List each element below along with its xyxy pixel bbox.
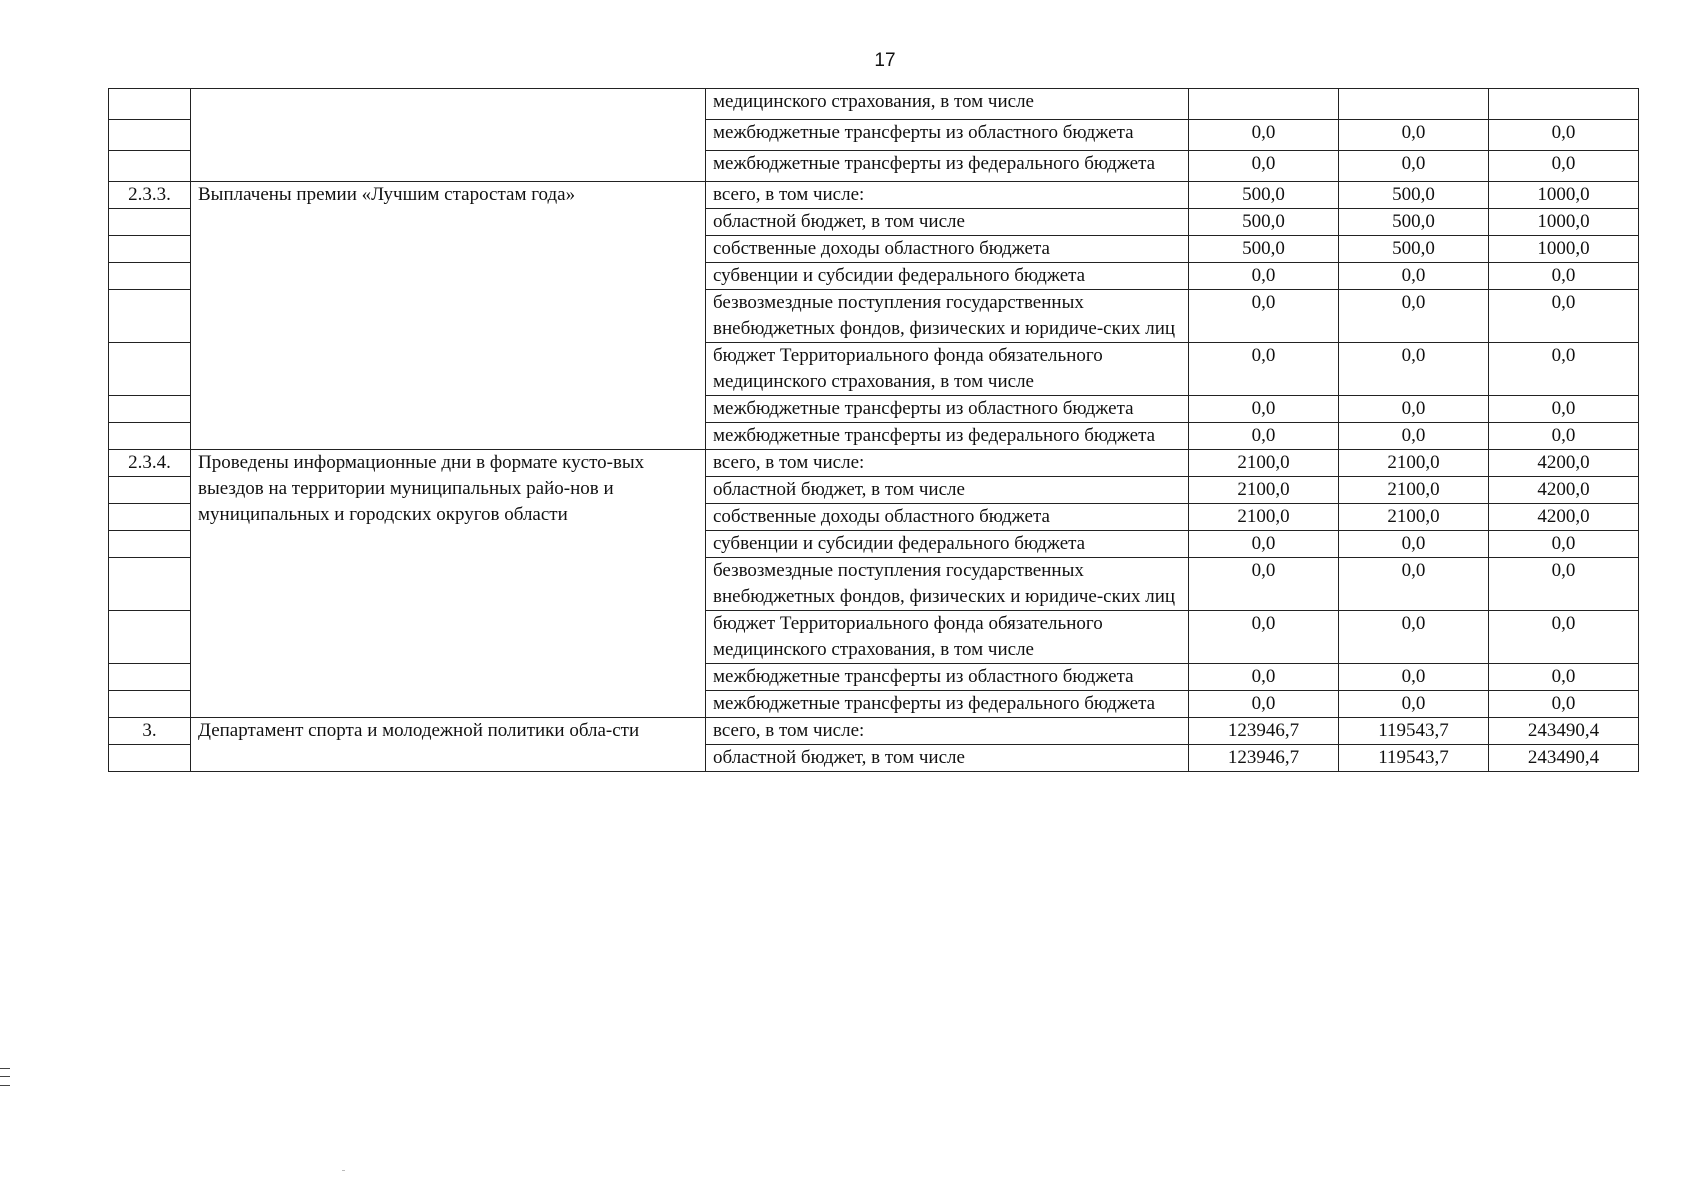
value-cell: 0,0: [1189, 423, 1339, 450]
value-cell: 0,0: [1339, 531, 1489, 558]
value-cell: [1489, 89, 1639, 120]
value-cell: 0,0: [1189, 664, 1339, 691]
funding-source-label: межбюджетные трансферты из областного бюджета: [706, 396, 1189, 423]
funding-source-label: межбюджетные трансферты из федерального бюджета: [706, 423, 1189, 450]
value-cell: 123946,7: [1189, 718, 1339, 745]
value-cell: 4200,0: [1489, 504, 1639, 531]
number-cell: [109, 396, 191, 423]
value-cell: 123946,7: [1189, 745, 1339, 772]
number-cell: [109, 236, 191, 263]
section-description: Проведены информационные дни в формате кусто-вых выездов на территории муниципальных райо-нов и муниципальных и городских округов области: [191, 450, 706, 718]
value-cell: 2100,0: [1189, 477, 1339, 504]
value-cell: 0,0: [1339, 343, 1489, 396]
section-description: Департамент спорта и молодежной политики обла-сти: [191, 718, 706, 772]
value-cell: 0,0: [1189, 531, 1339, 558]
value-cell: 0,0: [1189, 558, 1339, 611]
description-cell: [191, 89, 706, 182]
funding-source-label: собственные доходы областного бюджета: [706, 236, 1189, 263]
number-cell: [109, 151, 191, 182]
funding-source-label: межбюджетные трансферты из федерального бюджета: [706, 691, 1189, 718]
funding-source-label: субвенции и субсидии федерального бюджета: [706, 263, 1189, 290]
scan-speck: [342, 1170, 345, 1171]
funding-source-label: безвозмездные поступления государственных внебюджетных фондов, физических и юридиче-ских лиц: [706, 290, 1189, 343]
value-cell: 0,0: [1489, 290, 1639, 343]
funding-source-label: всего, в том числе:: [706, 182, 1189, 209]
value-cell: 0,0: [1189, 396, 1339, 423]
number-cell: [109, 89, 191, 120]
funding-source-label: областной бюджет, в том числе: [706, 745, 1189, 772]
value-cell: 0,0: [1489, 263, 1639, 290]
value-cell: 2100,0: [1339, 450, 1489, 477]
value-cell: 0,0: [1339, 120, 1489, 151]
value-cell: 0,0: [1189, 263, 1339, 290]
value-cell: 4200,0: [1489, 477, 1639, 504]
funding-source-label: бюджет Территориального фонда обязательного медицинского страхования, в том числе: [706, 611, 1189, 664]
value-cell: 119543,7: [1339, 718, 1489, 745]
value-cell: 0,0: [1489, 531, 1639, 558]
value-cell: 1000,0: [1489, 236, 1639, 263]
number-cell: [109, 504, 191, 531]
number-cell: [109, 664, 191, 691]
value-cell: 0,0: [1339, 290, 1489, 343]
number-cell: [109, 209, 191, 236]
number-cell: [109, 745, 191, 772]
value-cell: 0,0: [1339, 664, 1489, 691]
value-cell: 0,0: [1489, 664, 1639, 691]
value-cell: 500,0: [1189, 236, 1339, 263]
number-cell: [109, 531, 191, 558]
budget-table-body: [109, 89, 1639, 772]
value-cell: 1000,0: [1489, 182, 1639, 209]
value-cell: 0,0: [1489, 120, 1639, 151]
value-cell: 0,0: [1489, 396, 1639, 423]
number-cell: [109, 558, 191, 611]
funding-source-label: бюджет Территориального фонда обязательного медицинского страхования, в том числе: [706, 343, 1189, 396]
funding-source-label: межбюджетные трансферты из областного бюджета: [706, 664, 1189, 691]
value-cell: 500,0: [1189, 182, 1339, 209]
value-cell: 500,0: [1339, 182, 1489, 209]
number-cell: [109, 423, 191, 450]
value-cell: 2100,0: [1339, 504, 1489, 531]
page-number: 17: [874, 50, 896, 71]
value-cell: 0,0: [1489, 558, 1639, 611]
value-cell: 243490,4: [1489, 718, 1639, 745]
funding-source-label: субвенции и субсидии федерального бюджета: [706, 531, 1189, 558]
table-row: [109, 450, 1639, 477]
number-cell: [109, 477, 191, 504]
value-cell: 0,0: [1489, 151, 1639, 182]
value-cell: 0,0: [1189, 611, 1339, 664]
table-row: [109, 718, 1639, 745]
number-cell: [109, 611, 191, 664]
value-cell: 500,0: [1339, 236, 1489, 263]
funding-source-label: медицинского страхования, в том числе: [706, 89, 1189, 120]
value-cell: 119543,7: [1339, 745, 1489, 772]
value-cell: 0,0: [1339, 691, 1489, 718]
value-cell: 2100,0: [1189, 504, 1339, 531]
funding-source-label: областной бюджет, в том числе: [706, 209, 1189, 236]
funding-source-label: областной бюджет, в том числе: [706, 477, 1189, 504]
value-cell: 0,0: [1189, 343, 1339, 396]
number-cell: [109, 691, 191, 718]
value-cell: 0,0: [1339, 423, 1489, 450]
section-number: 2.3.4.: [109, 450, 191, 477]
value-cell: 1000,0: [1489, 209, 1639, 236]
number-cell: [109, 120, 191, 151]
value-cell: 0,0: [1339, 151, 1489, 182]
value-cell: 0,0: [1189, 151, 1339, 182]
value-cell: 0,0: [1339, 396, 1489, 423]
number-cell: [109, 343, 191, 396]
value-cell: 0,0: [1489, 691, 1639, 718]
funding-source-label: межбюджетные трансферты из областного бюджета: [706, 120, 1189, 151]
value-cell: 0,0: [1339, 611, 1489, 664]
value-cell: 0,0: [1339, 263, 1489, 290]
number-cell: [109, 290, 191, 343]
value-cell: 500,0: [1189, 209, 1339, 236]
value-cell: 0,0: [1489, 423, 1639, 450]
table-row: [109, 89, 1639, 120]
value-cell: 0,0: [1489, 611, 1639, 664]
funding-source-label: безвозмездные поступления государственных внебюджетных фондов, физических и юридиче-ских лиц: [706, 558, 1189, 611]
funding-source-label: межбюджетные трансферты из федерального бюджета: [706, 151, 1189, 182]
value-cell: [1189, 89, 1339, 120]
value-cell: 243490,4: [1489, 745, 1639, 772]
value-cell: 0,0: [1489, 343, 1639, 396]
value-cell: 0,0: [1189, 691, 1339, 718]
number-cell: [109, 263, 191, 290]
section-number: 3.: [109, 718, 191, 745]
section-description: Выплачены премии «Лучшим старостам года»: [191, 182, 706, 450]
value-cell: 0,0: [1189, 290, 1339, 343]
value-cell: [1339, 89, 1489, 120]
budget-table: [108, 88, 1639, 772]
value-cell: 2100,0: [1339, 477, 1489, 504]
value-cell: 0,0: [1339, 558, 1489, 611]
value-cell: 4200,0: [1489, 450, 1639, 477]
section-number: 2.3.3.: [109, 182, 191, 209]
margin-binding-mark: [0, 1068, 10, 1086]
value-cell: 2100,0: [1189, 450, 1339, 477]
funding-source-label: собственные доходы областного бюджета: [706, 504, 1189, 531]
table-row: [109, 182, 1639, 209]
value-cell: 0,0: [1189, 120, 1339, 151]
funding-source-label: всего, в том числе:: [706, 450, 1189, 477]
value-cell: 500,0: [1339, 209, 1489, 236]
funding-source-label: всего, в том числе:: [706, 718, 1189, 745]
